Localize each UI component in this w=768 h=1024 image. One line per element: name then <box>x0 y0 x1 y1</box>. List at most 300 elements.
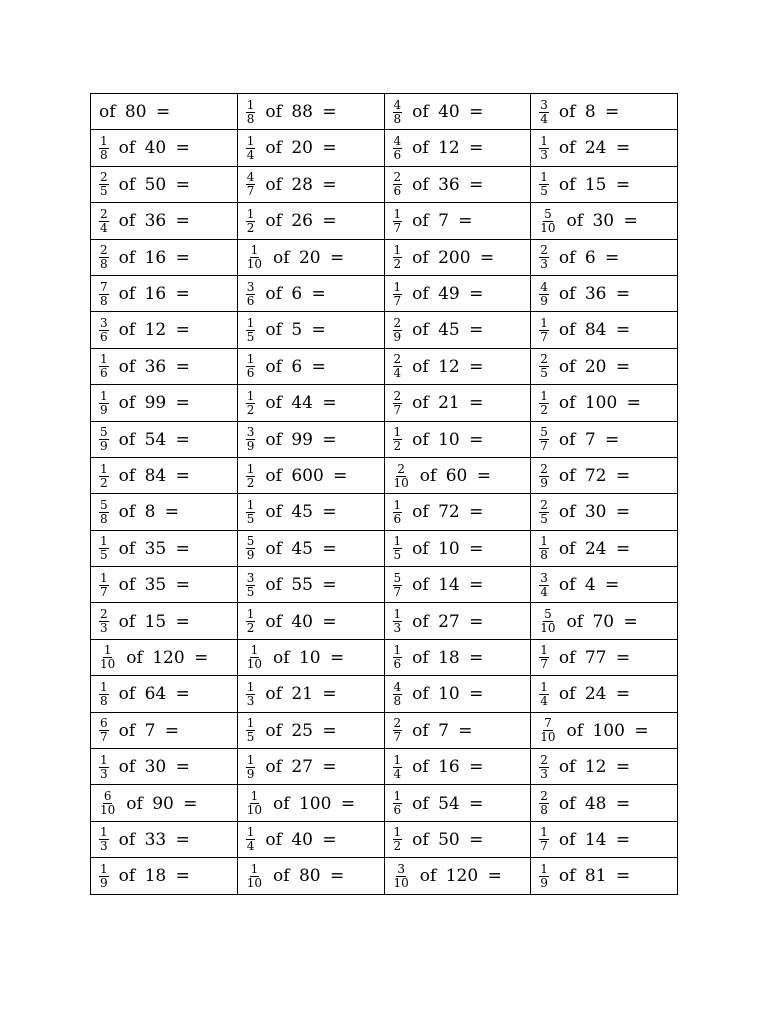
fraction-problem <box>539 422 619 457</box>
problem-cell <box>384 749 531 785</box>
problem-expression: of 6 = <box>558 247 620 268</box>
problem-cell <box>384 166 531 202</box>
fraction <box>246 244 263 271</box>
fraction <box>393 717 403 744</box>
problem-expression: of 49 = <box>412 284 484 305</box>
fraction <box>539 171 549 198</box>
problem-expression: of 10 = <box>412 538 484 559</box>
worksheet-row <box>91 130 678 166</box>
fraction-problem <box>99 567 190 602</box>
fraction-problem <box>393 567 484 602</box>
worksheet-row <box>91 785 678 821</box>
problem-cell <box>384 203 531 239</box>
fraction-problem <box>246 167 337 202</box>
problem-expression: of 50 = <box>412 829 484 850</box>
fraction <box>246 572 256 599</box>
problem-expression: of 12 = <box>412 138 484 159</box>
fraction <box>99 135 109 162</box>
fraction-denominator: 3 <box>540 257 548 272</box>
fraction <box>393 244 403 271</box>
fraction-denominator: 9 <box>540 475 548 490</box>
problem-expression: of 45 = <box>265 502 337 523</box>
problem-expression: of 24 = <box>558 538 631 559</box>
fraction <box>99 499 109 526</box>
worksheet-row <box>91 712 678 748</box>
worksheet-row <box>91 567 678 603</box>
fraction-denominator: 7 <box>393 584 402 599</box>
problem-cell <box>91 385 238 421</box>
problem-expression: of 80 = <box>99 101 171 122</box>
problem-cell <box>91 94 238 130</box>
fraction <box>99 681 109 708</box>
fraction-denominator: 9 <box>540 293 548 308</box>
fraction-numerator: 2 <box>100 206 108 221</box>
fraction-numerator: 1 <box>100 570 108 585</box>
fraction <box>99 608 109 635</box>
fraction <box>99 790 116 817</box>
fraction <box>393 572 403 599</box>
fraction-problem <box>99 313 190 348</box>
fraction-numerator: 3 <box>100 315 108 330</box>
problem-cell <box>384 275 531 311</box>
problem-cell <box>531 457 678 493</box>
fraction-problem <box>99 276 190 311</box>
problem-expression: of 90 = <box>126 793 198 814</box>
problem-cell <box>531 494 678 530</box>
fraction-problem <box>393 349 484 384</box>
fraction-numerator: 2 <box>100 170 108 185</box>
fraction-problem <box>246 531 337 566</box>
fraction-denominator: 2 <box>100 475 108 490</box>
fraction-denominator: 10 <box>100 657 116 672</box>
fraction <box>539 135 549 162</box>
fraction-numerator: 2 <box>540 497 548 512</box>
fraction-numerator: 2 <box>540 752 548 767</box>
fraction-denominator: 8 <box>540 803 548 818</box>
fraction-denominator: 5 <box>540 366 548 381</box>
fraction-denominator: 2 <box>246 402 255 417</box>
fraction <box>246 463 256 490</box>
problem-expression: of 70 = <box>566 611 638 632</box>
problem-cell <box>531 749 678 785</box>
problem-expression: of 120 = <box>126 647 209 668</box>
problem-expression: of 64 = <box>118 684 190 705</box>
fraction-numerator: 7 <box>544 716 552 731</box>
fraction <box>539 790 549 817</box>
fraction-problem <box>99 822 190 857</box>
worksheet-row <box>91 312 678 348</box>
worksheet-row <box>91 203 678 239</box>
problem-expression: of 77 = <box>558 647 631 668</box>
problem-cell <box>531 785 678 821</box>
fraction-numerator: 3 <box>246 425 255 440</box>
fraction-denominator: 7 <box>100 730 108 745</box>
fraction-numerator: 1 <box>246 497 255 512</box>
problem-cell <box>91 494 238 530</box>
fraction-numerator: 1 <box>540 133 548 148</box>
problem-cell <box>531 639 678 675</box>
worksheet-row <box>91 421 678 457</box>
fraction-denominator: 10 <box>246 257 263 272</box>
fraction-denominator: 8 <box>100 293 108 308</box>
fraction-denominator: 6 <box>100 329 108 344</box>
fraction <box>393 317 403 344</box>
problem-expression: of 54 = <box>118 429 190 450</box>
problem-cell <box>91 130 238 166</box>
fraction-numerator: 5 <box>544 607 552 622</box>
fraction-problem <box>246 495 337 530</box>
fraction <box>246 681 256 708</box>
problem-cell <box>531 858 678 894</box>
problem-cell <box>531 712 678 748</box>
fraction-numerator: 1 <box>393 243 402 258</box>
fraction <box>393 171 403 198</box>
problem-cell <box>91 203 238 239</box>
fraction <box>246 281 256 308</box>
problem-expression: of 12 = <box>558 757 631 778</box>
fraction <box>539 99 549 126</box>
fraction-problem <box>99 786 198 821</box>
problem-expression: of 72 = <box>412 502 484 523</box>
problem-cell <box>384 457 531 493</box>
problem-expression: of 4 = <box>558 575 620 596</box>
fraction <box>393 353 403 380</box>
fraction-numerator: 1 <box>393 752 402 767</box>
fraction-numerator: 1 <box>393 789 402 804</box>
problem-expression: of 24 = <box>558 684 631 705</box>
fraction-denominator: 5 <box>246 511 255 526</box>
fraction-problem <box>539 131 630 166</box>
fraction-denominator: 6 <box>100 366 108 381</box>
fraction-numerator: 2 <box>393 716 402 731</box>
problem-cell <box>384 676 531 712</box>
fraction <box>539 208 556 235</box>
problem-expression: of 40 = <box>412 102 484 123</box>
fraction-denominator: 6 <box>393 657 402 672</box>
fraction-numerator: 1 <box>246 97 255 112</box>
fraction <box>246 535 256 562</box>
problem-cell <box>384 858 531 894</box>
fraction-numerator: 1 <box>246 752 255 767</box>
fraction-numerator: 3 <box>540 570 548 585</box>
problem-expression: of 36 = <box>118 356 190 377</box>
fraction-denominator: 2 <box>246 220 255 235</box>
fraction <box>246 390 256 417</box>
fraction-problem <box>99 94 170 129</box>
problem-expression: of 15 = <box>118 611 190 632</box>
problem-expression: of 7 = <box>412 211 473 232</box>
problem-cell <box>237 130 384 166</box>
problem-expression: of 7 = <box>118 720 180 741</box>
fraction-problem <box>539 204 638 239</box>
problem-cell <box>531 676 678 712</box>
problem-expression: of 6 = <box>265 356 326 377</box>
fraction-problem <box>539 713 648 748</box>
fraction-problem <box>99 131 190 166</box>
problem-cell <box>237 858 384 894</box>
fraction-problem <box>539 822 630 857</box>
fraction-problem <box>246 276 326 311</box>
fraction-denominator: 3 <box>246 693 255 708</box>
fraction-problem <box>246 240 345 275</box>
fraction-numerator: 1 <box>250 861 259 876</box>
problem-expression: of 10 = <box>412 684 484 705</box>
fraction-problem <box>393 167 484 202</box>
fraction <box>99 353 109 380</box>
fraction-problem <box>539 567 619 602</box>
fraction <box>246 754 256 781</box>
worksheet-row <box>91 858 678 894</box>
fraction-denominator: 2 <box>246 475 255 490</box>
fraction <box>99 281 109 308</box>
problem-cell <box>237 785 384 821</box>
fraction-denominator: 5 <box>393 548 402 563</box>
fraction-problem <box>393 458 492 493</box>
fraction-denominator: 5 <box>540 511 548 526</box>
fraction-problem <box>246 713 337 748</box>
fraction-problem <box>539 167 630 202</box>
fraction-problem <box>393 131 484 166</box>
problem-cell <box>531 94 678 130</box>
fraction <box>246 99 256 126</box>
fraction <box>393 681 403 708</box>
fraction-numerator: 2 <box>540 352 548 367</box>
fraction-problem <box>539 495 630 530</box>
problem-expression: of 99 = <box>265 429 337 450</box>
problem-expression: of 18 = <box>118 866 190 887</box>
problem-expression: of 40 = <box>265 829 337 850</box>
fraction-problem <box>393 276 484 311</box>
fraction <box>539 754 549 781</box>
fraction-numerator: 1 <box>246 388 255 403</box>
fraction-problem <box>99 422 190 457</box>
problem-expression: of 8 = <box>558 102 620 123</box>
fraction-numerator: 1 <box>246 206 255 221</box>
fraction-denominator: 4 <box>246 147 255 162</box>
fraction-numerator: 1 <box>100 352 108 367</box>
problem-expression: of 45 = <box>412 320 484 341</box>
problem-cell <box>91 275 238 311</box>
fraction <box>246 353 256 380</box>
fraction-numerator: 1 <box>393 206 402 221</box>
fraction-problem <box>539 749 630 784</box>
fraction <box>539 863 549 890</box>
fraction-problem <box>99 204 190 239</box>
fraction-numerator: 1 <box>246 315 255 330</box>
problem-cell <box>384 639 531 675</box>
fraction-numerator: 1 <box>393 825 402 840</box>
fraction <box>99 754 109 781</box>
worksheet-row <box>91 821 678 857</box>
fraction-denominator: 8 <box>100 257 108 272</box>
problem-cell <box>237 494 384 530</box>
fraction-numerator: 5 <box>544 206 552 221</box>
worksheet-row <box>91 749 678 785</box>
fraction-problem <box>539 531 630 566</box>
fraction <box>99 463 109 490</box>
fraction <box>99 171 109 198</box>
fraction <box>99 572 109 599</box>
fraction <box>539 572 549 599</box>
fraction <box>99 244 109 271</box>
fraction-problem <box>99 677 190 712</box>
fraction-denominator: 2 <box>393 839 402 854</box>
problem-expression: of 45 = <box>265 538 337 559</box>
fraction-problem <box>246 859 345 894</box>
problem-cell <box>91 749 238 785</box>
problem-expression: of 16 = <box>412 757 484 778</box>
fraction-numerator: 2 <box>393 170 402 185</box>
fraction-numerator: 1 <box>250 643 259 658</box>
fraction-problem <box>99 713 179 748</box>
problem-cell <box>531 166 678 202</box>
fraction-problem <box>393 495 484 530</box>
fraction-denominator: 5 <box>100 548 108 563</box>
problem-cell <box>237 312 384 348</box>
fraction-numerator: 1 <box>393 607 402 622</box>
problem-cell <box>237 203 384 239</box>
fraction-denominator: 9 <box>100 875 108 890</box>
worksheet-row <box>91 275 678 311</box>
fraction-numerator: 3 <box>246 279 255 294</box>
fraction-numerator: 4 <box>393 679 402 694</box>
problem-cell <box>237 821 384 857</box>
problem-cell <box>91 639 238 675</box>
fraction-denominator: 3 <box>100 766 108 781</box>
fraction-problem <box>393 422 484 457</box>
fraction-denominator: 6 <box>393 184 402 199</box>
fraction-numerator: 1 <box>103 643 112 658</box>
fraction-problem <box>393 531 484 566</box>
problem-cell <box>91 421 238 457</box>
fraction-denominator: 3 <box>100 839 108 854</box>
fraction-problem <box>393 604 484 639</box>
fraction <box>99 863 109 890</box>
fraction <box>393 535 403 562</box>
fraction-problem <box>246 640 345 675</box>
problem-expression: of 30 = <box>566 211 638 232</box>
fraction <box>393 208 403 235</box>
problem-expression: of 8 = <box>118 502 180 523</box>
problem-expression: of 27 = <box>412 611 484 632</box>
fraction-denominator: 4 <box>540 111 548 126</box>
problem-expression: of 25 = <box>265 720 337 741</box>
fraction-problem <box>539 313 630 348</box>
fraction-numerator: 4 <box>393 133 402 148</box>
fraction-problem <box>246 94 337 129</box>
fraction <box>539 463 549 490</box>
fraction-problem <box>393 204 473 239</box>
fraction-numerator: 2 <box>397 461 405 476</box>
fraction-numerator: 1 <box>540 170 548 185</box>
fraction <box>539 826 549 853</box>
fraction-numerator: 2 <box>100 243 108 258</box>
fraction-denominator: 5 <box>246 730 255 745</box>
problem-cell <box>237 239 384 275</box>
fraction-denominator: 10 <box>246 657 263 672</box>
fraction-problem <box>246 349 326 384</box>
fraction-numerator: 1 <box>393 497 402 512</box>
fraction-denominator: 5 <box>246 584 255 599</box>
problem-cell <box>91 676 238 712</box>
fraction-denominator: 7 <box>540 439 548 454</box>
fraction <box>246 426 256 453</box>
fraction <box>99 208 109 235</box>
fraction-numerator: 6 <box>100 716 108 731</box>
problem-cell <box>91 785 238 821</box>
fraction-denominator: 8 <box>540 548 548 563</box>
fraction-denominator: 10 <box>100 803 116 818</box>
problem-expression: of 80 = <box>273 866 345 887</box>
fraction <box>246 826 256 853</box>
fraction-denominator: 2 <box>393 257 402 272</box>
fraction <box>246 717 256 744</box>
problem-expression: of 15 = <box>558 174 631 195</box>
problem-expression: of 50 = <box>118 174 190 195</box>
fraction-numerator: 2 <box>540 461 548 476</box>
fraction-problem <box>246 204 337 239</box>
fraction-problem <box>393 749 484 784</box>
fraction <box>539 390 549 417</box>
fraction <box>393 463 410 490</box>
fraction-problem <box>393 713 473 748</box>
fraction-problem <box>99 240 190 275</box>
problem-cell <box>531 821 678 857</box>
fraction-problem <box>539 386 641 421</box>
problem-expression: of 12 = <box>118 320 190 341</box>
fraction <box>393 608 403 635</box>
fraction-problem <box>246 822 337 857</box>
fraction-numerator: 5 <box>100 425 108 440</box>
problem-expression: of 12 = <box>412 356 484 377</box>
problem-expression: of 26 = <box>265 211 337 232</box>
fraction <box>99 717 109 744</box>
problem-cell <box>384 130 531 166</box>
fraction-numerator: 1 <box>246 679 255 694</box>
problem-cell <box>237 567 384 603</box>
problem-cell <box>91 239 238 275</box>
problem-cell <box>531 275 678 311</box>
problem-cell <box>237 166 384 202</box>
fraction-denominator: 7 <box>100 584 108 599</box>
problem-expression: of 100 = <box>566 720 649 741</box>
problem-expression: of 27 = <box>265 757 337 778</box>
fraction-numerator: 1 <box>100 861 108 876</box>
fraction-numerator: 1 <box>540 534 548 549</box>
fraction-numerator: 2 <box>540 789 548 804</box>
fraction-denominator: 7 <box>540 329 548 344</box>
problem-expression: of 40 = <box>265 611 337 632</box>
problem-expression: of 100 = <box>558 393 641 414</box>
problem-expression: of 20 = <box>273 247 345 268</box>
fraction-denominator: 7 <box>540 839 548 854</box>
problem-expression: of 18 = <box>412 647 484 668</box>
fraction-problem <box>99 640 208 675</box>
fraction <box>393 281 403 308</box>
fraction-numerator: 1 <box>100 534 108 549</box>
fraction <box>539 281 549 308</box>
fraction <box>393 754 403 781</box>
problem-cell <box>91 348 238 384</box>
fraction-denominator: 3 <box>393 621 402 636</box>
problem-expression: of 54 = <box>412 793 484 814</box>
fraction-numerator: 1 <box>393 643 402 658</box>
problem-cell <box>384 348 531 384</box>
worksheet-row <box>91 676 678 712</box>
fraction-numerator: 1 <box>250 789 259 804</box>
fraction-numerator: 1 <box>540 388 548 403</box>
problem-expression: of 30 = <box>558 502 631 523</box>
